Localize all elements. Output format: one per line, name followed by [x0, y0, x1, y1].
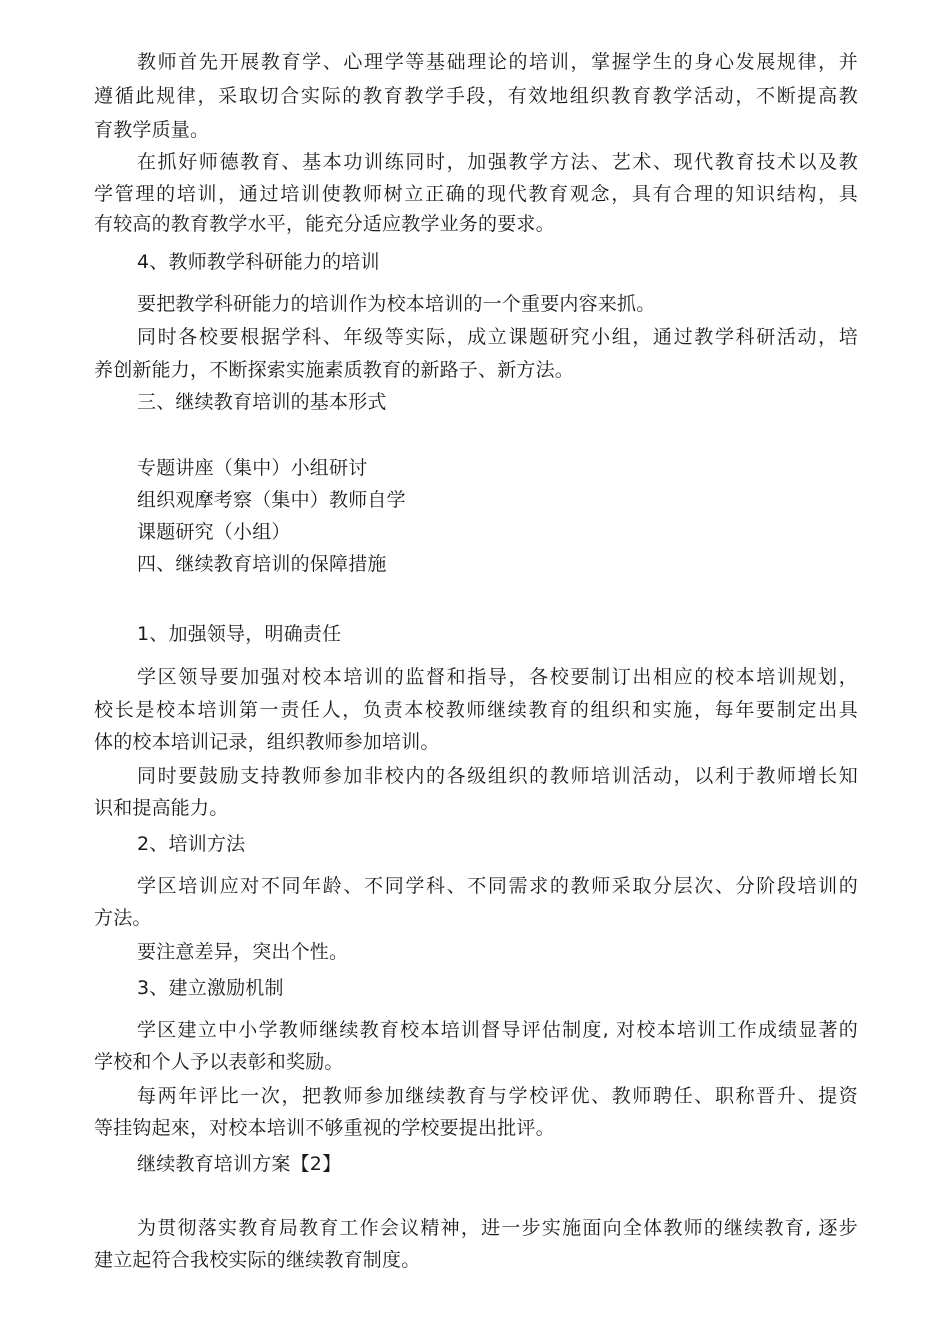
text-line: 组织观摩考察（集中）教师自学 [137, 489, 406, 511]
text-line: 养创新能力，不断探索实施素质教育的新路子、新方法。 [94, 359, 575, 381]
text-line: 等挂钩起來，对校本培训不够重视的学校要提出批评。 [94, 1117, 555, 1139]
text-line: 学管理的培训，通过培训使教师树立正确的现代教育观念，具有合理的知识结构，具 [94, 183, 858, 205]
text-line: 育教学质量。 [94, 119, 210, 141]
text-line: 同时要鼓励支持教师参加非校内的各级组织的教师培训活动，以利于教师增长知 [137, 765, 858, 787]
document-title: 继续教育培训方案【2】 [137, 1153, 342, 1175]
text-line: 每两年评比一次，把教师参加继续教育与学校评优、教师聘任、职称晋升、提资 [137, 1085, 858, 1107]
section-heading: 4、教师教学科研能力的培训 [137, 251, 380, 273]
text-line: 体的校本培训记录，组织教师参加培训。 [94, 731, 440, 753]
text-line: 识和提高能力。 [94, 797, 229, 819]
text-line: 为贯彻落实教育局教育工作会议精神，进一步实施面向全体教师的继续教育, 逐步 [137, 1217, 858, 1239]
text-line: 要把教学科研能力的培训作为校本培训的一个重要内容来抓。 [137, 293, 656, 315]
text-line: 学区培训应对不同年龄、不同学科、不同需求的教师采取分层次、分阶段培训的 [137, 875, 858, 897]
text-line: 课题研究（小组） [137, 521, 291, 543]
text-line: 在抓好师德教育、基本功训练同时，加强教学方法、艺术、现代教育技术以及教 [137, 151, 858, 173]
text-line: 遵循此规律，采取切合实际的教育教学手段，有效地组织教育教学活动，不断提高教 [94, 85, 858, 107]
text-line: 建立起符合我校实际的继续教育制度。 [94, 1249, 421, 1271]
section-heading: 3、建立激励机制 [137, 977, 284, 999]
text-line: 校长是校本培训第一责任人，负责本校教师继续教育的组织和实施，每年要制定出具 [94, 699, 858, 721]
text-line: 教师首先开展教育学、心理学等基础理论的培训，掌握学生的身心发展规律，并 [137, 51, 858, 73]
text-line: 学校和个人予以表彰和奖励。 [94, 1051, 344, 1073]
text-line: 专题讲座（集中）小组研讨 [137, 457, 368, 479]
text-line: 学区领导要加强对校本培训的监督和指导，各校要制订出相应的校本培训规划， [137, 666, 858, 688]
text-line: 要注意差异，突出个性。 [137, 941, 349, 963]
text-line: 方法。 [94, 907, 152, 929]
section-heading: 2、培训方法 [137, 833, 246, 855]
text-line: 同时各校要根据学科、年级等实际，成立课题研究小组，通过教学科研活动，培 [137, 326, 858, 348]
section-heading: 1、加强领导，明确责任 [137, 623, 342, 645]
text-line: 有较高的教育教学水平，能充分适应教学业务的要求。 [94, 213, 555, 235]
text-line: 学区建立中小学教师继续教育校本培训督导评估制度, 对校本培训工作成绩显著的 [137, 1019, 858, 1041]
section-heading: 四、继续教育培训的保障措施 [137, 553, 387, 575]
section-heading: 三、继续教育培训的基本形式 [137, 391, 387, 413]
